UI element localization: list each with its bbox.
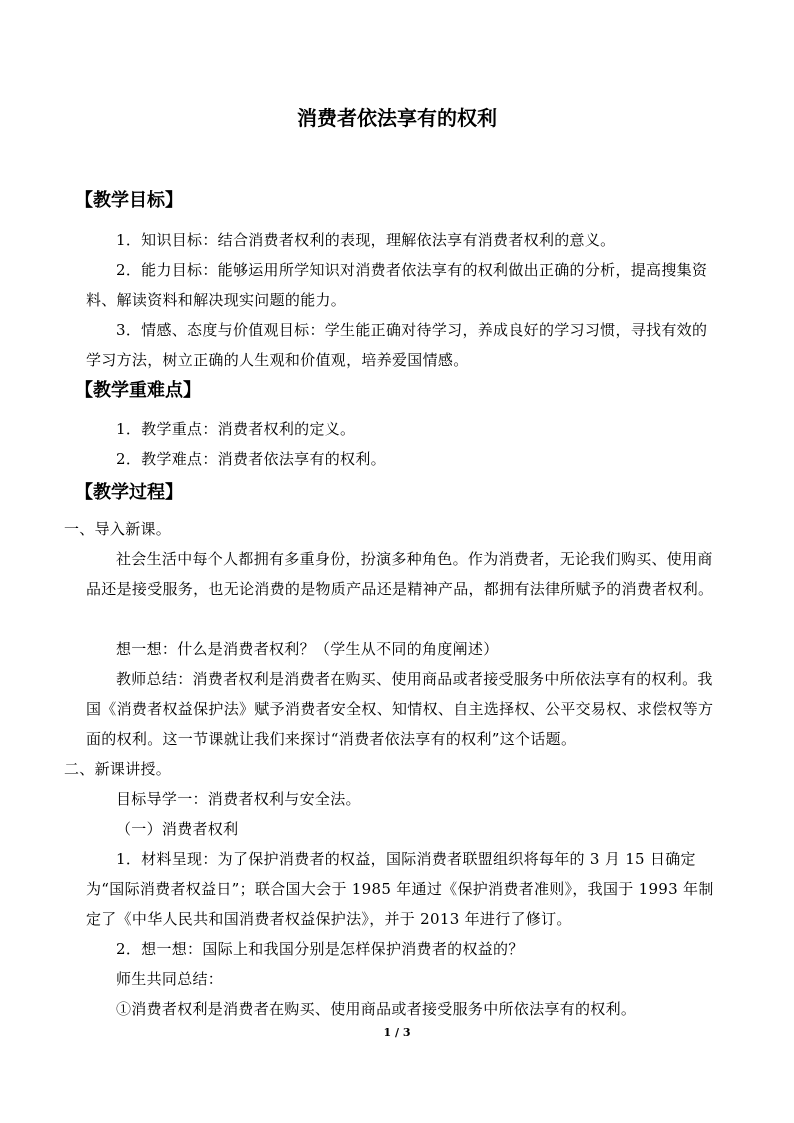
objective-item: 2．能力目标：能够运用所学知识对消费者依法享有的权利做出正确的分析，提高搜集资料、解读资料和解决现实问题的能力。 (86, 261, 708, 309)
process-paragraph: 社会生活中每个人都拥有多重身份，扮演多种角色。作为消费者，无论我们购买、使用商品还是接受服务，也无论消费的是物质产品还是精神产品，都拥有法律所赋予的消费者权利。 (86, 550, 714, 598)
page-number: 1 / 3 (383, 1026, 411, 1039)
process-paragraph: 2．想一想：国际上和我国分别是怎样保护消费者的权益的？ (116, 940, 524, 958)
key-point-item: 2．教学难点：消费者依法享有的权利。 (116, 450, 386, 468)
process-paragraph: （一）消费者权利 (116, 820, 239, 838)
objective-item: 3．情感、态度与价值观目标：学生能正确对待学习，养成良好的学习习惯，寻找有效的学习方法，树立正确的人生观和价值观，培养爱国情感。 (86, 321, 708, 369)
section-heading-key-points: 【教学重难点】 (75, 380, 201, 401)
document-title: 消费者依法享有的权利 (297, 106, 497, 130)
process-paragraph: 1．材料呈现：为了保护消费者的权益，国际消费者联盟组织将每年的 3 月 15 日确定为“国际消费者权益日”；联合国大会于 1985 年通过《保护消费者准则》，我国于 1993 年制定了《中华人民共和国消费者权益保护法》，并于 2013 年进行了修订。 (86, 850, 714, 928)
process-paragraph: ①消费者权利是消费者在购买、使用商品或者接受服务中所依法享有的权利。 (116, 1000, 637, 1018)
process-paragraph: 教师总结：消费者权利是消费者在购买、使用商品或者接受服务中所依法享有的权利。我国《消费者权益保护法》赋予消费者安全权、知情权、自主选择权、公平交易权、求偿权等方面的权利。这一节课就让我们来探讨“消费者依法享有的权利”这个话题。 (86, 670, 714, 748)
process-paragraph: 师生共同总结： (116, 970, 224, 988)
section-heading-objectives: 【教学目标】 (75, 190, 183, 211)
process-part-heading: 二、新课讲授。 (64, 760, 172, 778)
process-paragraph: 目标导学一：消费者权利与安全法。 (116, 790, 361, 808)
process-part-heading: 一、导入新课。 (64, 520, 172, 538)
section-heading-process: 【教学过程】 (75, 482, 183, 503)
process-paragraph: 想一想：什么是消费者权利？（学生从不同的角度阐述） (116, 640, 499, 658)
key-point-item: 1．教学重点：消费者权利的定义。 (116, 420, 356, 438)
objective-item: 1．知识目标：结合消费者权利的表现，理解依法享有消费者权利的意义。 (116, 231, 616, 249)
